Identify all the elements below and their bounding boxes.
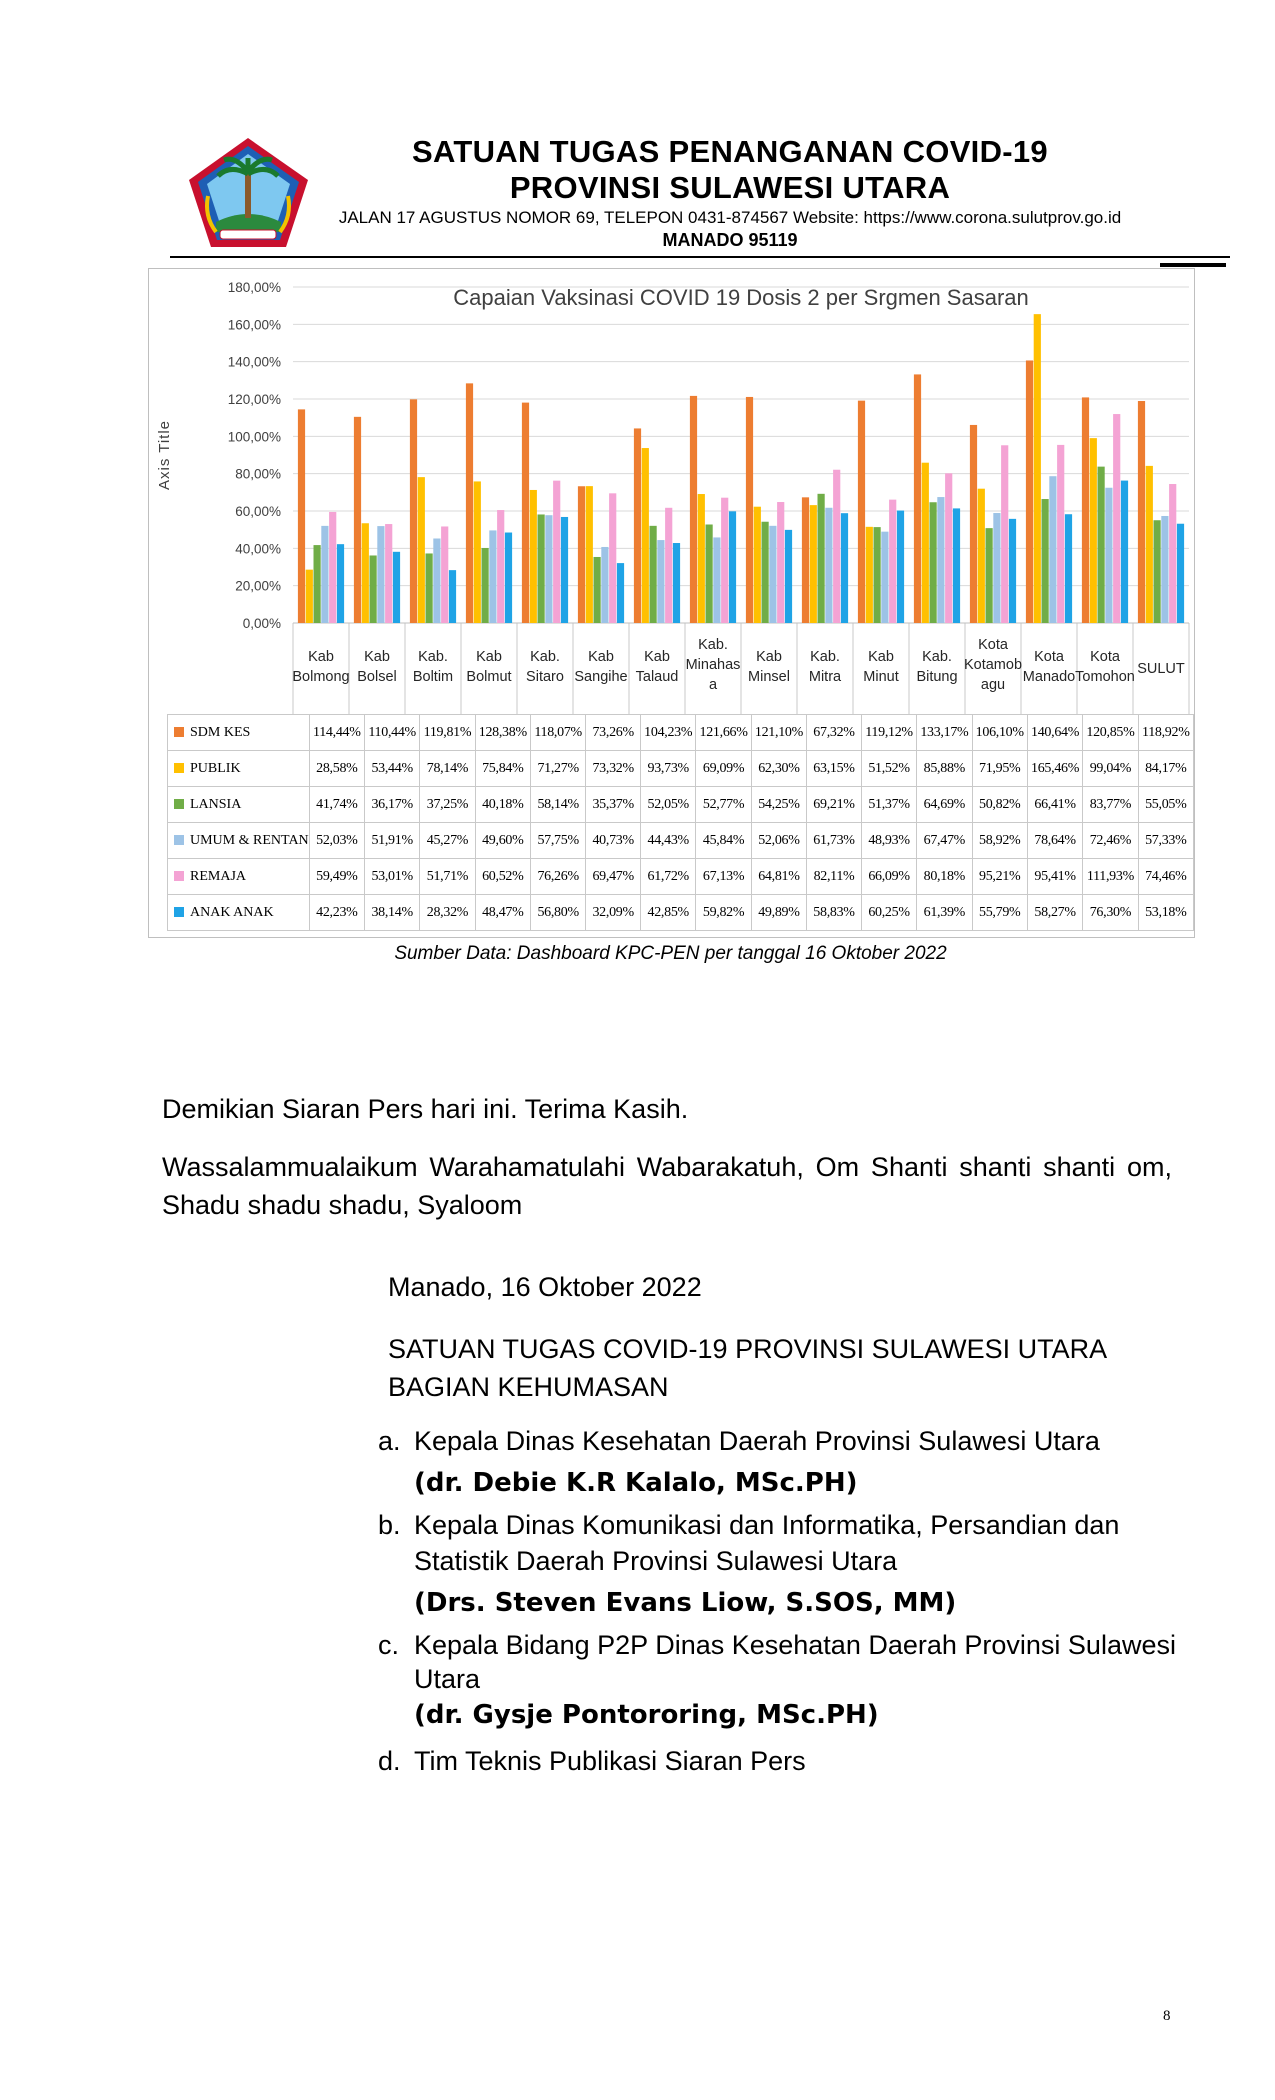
data-label: 45,84% bbox=[696, 823, 751, 859]
data-label: 52,77% bbox=[696, 787, 751, 823]
bar bbox=[930, 502, 937, 623]
x-category-label: Sangihe bbox=[574, 669, 628, 685]
data-label: 61,39% bbox=[917, 895, 972, 931]
bar bbox=[1090, 438, 1097, 623]
x-category-label: Bitung bbox=[916, 669, 958, 685]
x-category-label: Kab. bbox=[922, 649, 952, 665]
letterhead-rule-accent bbox=[1160, 263, 1226, 267]
x-category-label: Kota bbox=[978, 637, 1008, 653]
bar bbox=[841, 513, 848, 623]
x-category-label: Kab bbox=[308, 649, 334, 665]
data-label: 58,83% bbox=[807, 895, 862, 931]
provincial-emblem-logo bbox=[186, 136, 311, 249]
data-label: 67,13% bbox=[696, 859, 751, 895]
bar bbox=[1146, 466, 1153, 623]
bar bbox=[1057, 445, 1064, 623]
x-category-label: Boltim bbox=[412, 669, 454, 685]
legend-label: UMUM & RENTAN bbox=[190, 832, 309, 848]
bar bbox=[690, 396, 697, 623]
legend-swatch bbox=[174, 763, 184, 773]
y-axis-title: Axis Title bbox=[156, 419, 173, 491]
data-label: 120,85% bbox=[1083, 715, 1138, 751]
data-label: 99,04% bbox=[1083, 751, 1138, 787]
x-category-label: agu bbox=[980, 677, 1006, 693]
bar bbox=[889, 500, 896, 623]
data-label: 51,71% bbox=[420, 859, 475, 895]
bar bbox=[874, 527, 881, 623]
x-category-label: Kab bbox=[756, 649, 782, 665]
greeting-paragraph: Wassalammualaikum Warahamatulahi Wabarakatuh, Om Shanti shanti shanti om, Shadu shadu shadu, Syaloom bbox=[162, 1152, 1172, 1220]
y-tick-label: 100,00% bbox=[227, 429, 281, 445]
legend-label: LANSIA bbox=[190, 796, 242, 812]
data-label: 40,18% bbox=[475, 787, 530, 823]
bar bbox=[1034, 314, 1041, 623]
legend-entry bbox=[168, 787, 310, 823]
data-label: 78,64% bbox=[1027, 823, 1082, 859]
data-label: 48,93% bbox=[861, 823, 916, 859]
data-label: 64,81% bbox=[751, 859, 806, 895]
y-tick-label: 60,00% bbox=[235, 504, 281, 519]
bar bbox=[833, 470, 840, 623]
y-tick-label: 140,00% bbox=[227, 354, 281, 370]
bar bbox=[321, 526, 328, 623]
bar bbox=[802, 497, 809, 623]
bar bbox=[1082, 397, 1089, 623]
data-label: 45,27% bbox=[420, 823, 475, 859]
x-category-label: Manado bbox=[1022, 669, 1076, 685]
signatory-title: Tim Teknis Publikasi Siaran Pers bbox=[414, 1746, 806, 1776]
bar bbox=[530, 490, 537, 623]
data-label: 51,91% bbox=[364, 823, 419, 859]
data-label: 128,38% bbox=[475, 715, 530, 751]
bar bbox=[482, 548, 489, 623]
bar bbox=[306, 570, 313, 623]
data-label: 57,75% bbox=[530, 823, 585, 859]
bar bbox=[393, 552, 400, 623]
data-label: 95,21% bbox=[972, 859, 1027, 895]
bar bbox=[914, 374, 921, 623]
letterhead-title-line2: PROVINSI SULAWESI UTARA bbox=[509, 170, 951, 205]
data-label: 35,37% bbox=[586, 787, 641, 823]
data-label: 61,73% bbox=[807, 823, 862, 859]
data-label: 61,72% bbox=[641, 859, 696, 895]
signatory-title-line2: Utara bbox=[414, 1664, 481, 1694]
bar bbox=[818, 494, 825, 623]
data-label: 28,58% bbox=[309, 751, 364, 787]
x-category-label: Minahas bbox=[685, 657, 741, 673]
legend-label: SDM KES bbox=[190, 724, 251, 740]
data-label: 55,79% bbox=[972, 895, 1027, 931]
bar bbox=[410, 399, 417, 623]
x-category-label: Tomohon bbox=[1075, 669, 1135, 685]
data-label: 41,74% bbox=[309, 787, 364, 823]
data-label: 66,41% bbox=[1027, 787, 1082, 823]
bar bbox=[970, 425, 977, 623]
bar bbox=[953, 508, 960, 623]
data-label: 49,60% bbox=[475, 823, 530, 859]
bar bbox=[978, 489, 985, 623]
legend-entry bbox=[168, 751, 310, 787]
data-label: 118,92% bbox=[1138, 715, 1193, 751]
bar bbox=[1169, 484, 1176, 623]
data-label: 53,18% bbox=[1138, 895, 1193, 931]
x-category-label: Kab. bbox=[810, 649, 840, 665]
bar bbox=[922, 463, 929, 623]
data-label: 64,69% bbox=[917, 787, 972, 823]
bar bbox=[594, 557, 601, 623]
bar bbox=[713, 537, 720, 623]
x-category-label: Bolsel bbox=[357, 669, 397, 685]
bar bbox=[617, 563, 624, 623]
bar bbox=[586, 486, 593, 623]
bar bbox=[466, 383, 473, 623]
y-tick-label: 80,00% bbox=[235, 466, 281, 482]
bar bbox=[729, 511, 736, 623]
signatory-title: Kepala Dinas Kesehatan Daerah Provinsi Sulawesi Utara bbox=[414, 1426, 1100, 1456]
data-label: 59,82% bbox=[696, 895, 751, 931]
data-label: 133,17% bbox=[917, 715, 972, 751]
data-label: 119,81% bbox=[420, 715, 475, 751]
bar bbox=[337, 544, 344, 623]
data-label: 44,43% bbox=[641, 823, 696, 859]
x-category-label: SULUT bbox=[1137, 661, 1185, 677]
x-category-label: Kab bbox=[868, 649, 894, 665]
data-label: 63,15% bbox=[807, 751, 862, 787]
x-category-label: Sitaro bbox=[526, 669, 564, 685]
x-category-label: Bolmut bbox=[466, 669, 512, 685]
legend-label: REMAJA bbox=[190, 868, 247, 884]
bar bbox=[746, 397, 753, 623]
bar bbox=[522, 403, 529, 623]
data-label: 119,12% bbox=[861, 715, 916, 751]
table-row bbox=[168, 823, 1194, 859]
data-label: 76,30% bbox=[1083, 895, 1138, 931]
bar bbox=[1001, 445, 1008, 623]
data-label: 52,05% bbox=[641, 787, 696, 823]
list-marker: c. bbox=[378, 1630, 400, 1660]
x-category-label: Minut bbox=[863, 669, 899, 685]
x-category-label: Mitra bbox=[808, 669, 842, 685]
y-tick-label: 0,00% bbox=[242, 616, 281, 631]
x-category-label: Kota bbox=[1090, 649, 1120, 665]
data-label: 104,23% bbox=[641, 715, 696, 751]
bar bbox=[810, 505, 817, 623]
data-label: 57,33% bbox=[1138, 823, 1193, 859]
bar bbox=[1026, 360, 1033, 623]
data-label: 58,14% bbox=[530, 787, 585, 823]
bar bbox=[945, 473, 952, 623]
data-label: 72,46% bbox=[1083, 823, 1138, 859]
data-label: 73,26% bbox=[586, 715, 641, 751]
x-category-label: Kab. bbox=[418, 649, 448, 665]
bar bbox=[993, 513, 1000, 623]
data-label: 59,49% bbox=[309, 859, 364, 895]
bar bbox=[897, 511, 904, 623]
letterhead-rule bbox=[170, 256, 1230, 258]
page-number: 8 bbox=[1163, 2008, 1171, 2024]
bar bbox=[706, 524, 713, 623]
data-label: 50,82% bbox=[972, 787, 1027, 823]
legend-label: ANAK ANAK bbox=[190, 904, 274, 920]
y-tick-label: 40,00% bbox=[235, 541, 281, 557]
bar bbox=[385, 524, 392, 623]
letterhead-city: MANADO 95119 bbox=[662, 230, 798, 250]
legend-swatch bbox=[174, 835, 184, 845]
data-label: 118,07% bbox=[530, 715, 585, 751]
legend-swatch bbox=[174, 871, 184, 881]
signatory-name: (Drs. Steven Evans Liow, S.SOS, MM) bbox=[414, 1588, 957, 1618]
x-category-label: Kab bbox=[364, 649, 390, 665]
data-label: 106,10% bbox=[972, 715, 1027, 751]
data-label: 95,41% bbox=[1027, 859, 1082, 895]
data-label: 52,06% bbox=[751, 823, 806, 859]
data-label: 67,32% bbox=[807, 715, 862, 751]
data-label: 76,26% bbox=[530, 859, 585, 895]
list-marker: d. bbox=[378, 1746, 401, 1776]
x-category-label: a bbox=[708, 677, 718, 693]
chart-source-caption: Sumber Data: Dashboard KPC-PEN per tanggal 16 Oktober 2022 bbox=[394, 943, 947, 964]
bar bbox=[1138, 401, 1145, 623]
bar bbox=[665, 508, 672, 623]
bar bbox=[1177, 524, 1184, 623]
legend-swatch bbox=[174, 727, 184, 737]
bar bbox=[858, 401, 865, 623]
legend-entry bbox=[168, 715, 310, 751]
bar bbox=[1161, 516, 1168, 623]
bar bbox=[609, 493, 616, 623]
bar bbox=[1098, 467, 1105, 623]
data-label: 32,09% bbox=[586, 895, 641, 931]
data-label: 73,32% bbox=[586, 751, 641, 787]
signatory-name: (dr. Gysje Pontororing, MSc.PH) bbox=[414, 1700, 879, 1730]
x-category-label: Kab bbox=[588, 649, 614, 665]
bar bbox=[553, 481, 560, 623]
table-row bbox=[168, 715, 1194, 751]
bar bbox=[1065, 514, 1072, 623]
bar bbox=[634, 428, 641, 623]
bar bbox=[698, 494, 705, 623]
bar bbox=[937, 497, 944, 623]
data-label: 82,11% bbox=[807, 859, 862, 895]
x-category-label: Kota bbox=[1034, 649, 1064, 665]
data-label: 55,05% bbox=[1138, 787, 1193, 823]
signatory-title-line1: Kepala Dinas Komunikasi dan Informatika, Persandian dan bbox=[414, 1510, 1120, 1540]
data-label: 42,85% bbox=[641, 895, 696, 931]
data-label: 51,52% bbox=[861, 751, 916, 787]
bar bbox=[426, 553, 433, 623]
x-category-label: Kab bbox=[476, 649, 502, 665]
data-label: 75,84% bbox=[475, 751, 530, 787]
chart-data-table bbox=[167, 714, 1194, 931]
data-label: 69,47% bbox=[586, 859, 641, 895]
bar bbox=[497, 510, 504, 623]
y-tick-label: 160,00% bbox=[227, 317, 281, 333]
data-label: 40,73% bbox=[586, 823, 641, 859]
data-label: 58,27% bbox=[1027, 895, 1082, 931]
signatory-title-line1: Kepala Bidang P2P Dinas Kesehatan Daerah Provinsi Sulawesi bbox=[414, 1630, 1176, 1660]
x-category-label: Kab bbox=[644, 649, 670, 665]
bar bbox=[433, 538, 440, 623]
data-label: 36,17% bbox=[364, 787, 419, 823]
bar bbox=[642, 448, 649, 623]
bar bbox=[866, 527, 873, 623]
data-label: 53,44% bbox=[364, 751, 419, 787]
bar bbox=[1121, 481, 1128, 623]
data-label: 121,66% bbox=[696, 715, 751, 751]
bar bbox=[754, 507, 761, 623]
data-label: 67,47% bbox=[917, 823, 972, 859]
bar bbox=[354, 417, 361, 623]
bar bbox=[1154, 520, 1161, 623]
y-tick-label: 20,00% bbox=[235, 578, 281, 594]
signatory-unit: BAGIAN KEHUMASAN bbox=[388, 1372, 669, 1402]
bar bbox=[489, 530, 496, 623]
bar bbox=[370, 555, 377, 623]
bar bbox=[538, 514, 545, 623]
x-category-label: Kab. bbox=[530, 649, 560, 665]
legend-entry bbox=[168, 859, 310, 895]
data-label: 71,27% bbox=[530, 751, 585, 787]
bar bbox=[673, 543, 680, 623]
table-row bbox=[168, 787, 1194, 823]
signatory-title-line2: Statistik Daerah Provinsi Sulawesi Utara bbox=[414, 1546, 898, 1576]
bar bbox=[601, 547, 608, 623]
place-date: Manado, 16 Oktober 2022 bbox=[388, 1272, 702, 1302]
bar bbox=[657, 540, 664, 623]
bar bbox=[441, 526, 448, 623]
legend-entry bbox=[168, 823, 310, 859]
bar bbox=[825, 508, 832, 623]
bar bbox=[1049, 476, 1056, 623]
chart-title: Capaian Vaksinasi COVID 19 Dosis 2 per Srgmen Sasaran bbox=[453, 285, 1029, 310]
data-label: 69,21% bbox=[807, 787, 862, 823]
bar bbox=[298, 409, 305, 623]
bar bbox=[578, 486, 585, 623]
letterhead-title-line1: SATUAN TUGAS PENANGANAN COVID-19 bbox=[412, 134, 1048, 169]
data-label: 93,73% bbox=[641, 751, 696, 787]
data-label: 48,47% bbox=[475, 895, 530, 931]
data-label: 80,18% bbox=[917, 859, 972, 895]
data-label: 74,46% bbox=[1138, 859, 1193, 895]
bar bbox=[881, 532, 888, 623]
bar bbox=[377, 526, 384, 623]
x-category-label: Kotamob bbox=[963, 657, 1023, 673]
data-label: 111,93% bbox=[1083, 859, 1138, 895]
x-category-label: Kab. bbox=[698, 637, 728, 653]
data-label: 37,25% bbox=[420, 787, 475, 823]
data-label: 60,52% bbox=[475, 859, 530, 895]
legend-entry bbox=[168, 895, 310, 931]
letterhead-address: JALAN 17 AGUSTUS NOMOR 69, TELEPON 0431-874567 Website: https://www.corona.sulutprov.go.id bbox=[338, 208, 1122, 227]
bar bbox=[1009, 519, 1016, 623]
bar bbox=[314, 545, 321, 623]
data-label: 49,89% bbox=[751, 895, 806, 931]
y-tick-label: 120,00% bbox=[227, 392, 281, 407]
data-label: 51,37% bbox=[861, 787, 916, 823]
bar bbox=[474, 481, 481, 623]
list-marker: a. bbox=[378, 1426, 401, 1456]
data-label: 71,95% bbox=[972, 751, 1027, 787]
bar bbox=[561, 517, 568, 623]
bar bbox=[1113, 414, 1120, 623]
data-label: 54,25% bbox=[751, 787, 806, 823]
data-label: 58,92% bbox=[972, 823, 1027, 859]
closing-statement: Demikian Siaran Pers hari ini. Terima Kasih. bbox=[162, 1094, 689, 1124]
bar bbox=[418, 477, 425, 623]
data-label: 85,88% bbox=[917, 751, 972, 787]
data-label: 66,09% bbox=[861, 859, 916, 895]
signatory-organization: SATUAN TUGAS COVID-19 PROVINSI SULAWESI UTARA bbox=[388, 1334, 1108, 1364]
bar bbox=[986, 528, 993, 623]
data-label: 114,44% bbox=[309, 715, 364, 751]
data-label: 110,44% bbox=[364, 715, 419, 751]
data-label: 52,03% bbox=[309, 823, 364, 859]
data-label: 121,10% bbox=[751, 715, 806, 751]
data-label: 78,14% bbox=[420, 751, 475, 787]
bar bbox=[362, 523, 369, 623]
vaccination-chart bbox=[148, 268, 1195, 938]
data-label: 69,09% bbox=[696, 751, 751, 787]
data-label: 165,46% bbox=[1027, 751, 1082, 787]
data-label: 62,30% bbox=[751, 751, 806, 787]
x-category-label: Minsel bbox=[748, 669, 790, 685]
bar bbox=[449, 570, 456, 623]
bar bbox=[762, 522, 769, 623]
bar bbox=[785, 530, 792, 623]
legend-swatch bbox=[174, 799, 184, 809]
bar bbox=[777, 502, 784, 623]
bar bbox=[1105, 488, 1112, 623]
data-label: 83,77% bbox=[1083, 787, 1138, 823]
y-tick-label: 180,00% bbox=[227, 280, 281, 295]
data-label: 28,32% bbox=[420, 895, 475, 931]
data-label: 60,25% bbox=[861, 895, 916, 931]
table-row bbox=[168, 859, 1194, 895]
legend-label: PUBLIK bbox=[190, 760, 241, 776]
data-label: 53,01% bbox=[364, 859, 419, 895]
bar bbox=[1042, 499, 1049, 623]
table-row bbox=[168, 751, 1194, 787]
data-label: 42,23% bbox=[309, 895, 364, 931]
x-category-label: Talaud bbox=[635, 669, 679, 685]
data-label: 38,14% bbox=[364, 895, 419, 931]
x-category-label: Bolmong bbox=[292, 669, 350, 685]
bar bbox=[769, 526, 776, 623]
data-label: 84,17% bbox=[1138, 751, 1193, 787]
list-marker: b. bbox=[378, 1510, 401, 1540]
bar bbox=[721, 498, 728, 623]
bar bbox=[329, 512, 336, 623]
data-label: 140,64% bbox=[1027, 715, 1082, 751]
bar bbox=[545, 515, 552, 623]
table-row bbox=[168, 895, 1194, 931]
bar bbox=[650, 526, 657, 623]
legend-swatch bbox=[174, 907, 184, 917]
data-label: 56,80% bbox=[530, 895, 585, 931]
signatory-name: (dr. Debie K.R Kalalo, MSc.PH) bbox=[414, 1468, 858, 1498]
bar bbox=[505, 533, 512, 623]
